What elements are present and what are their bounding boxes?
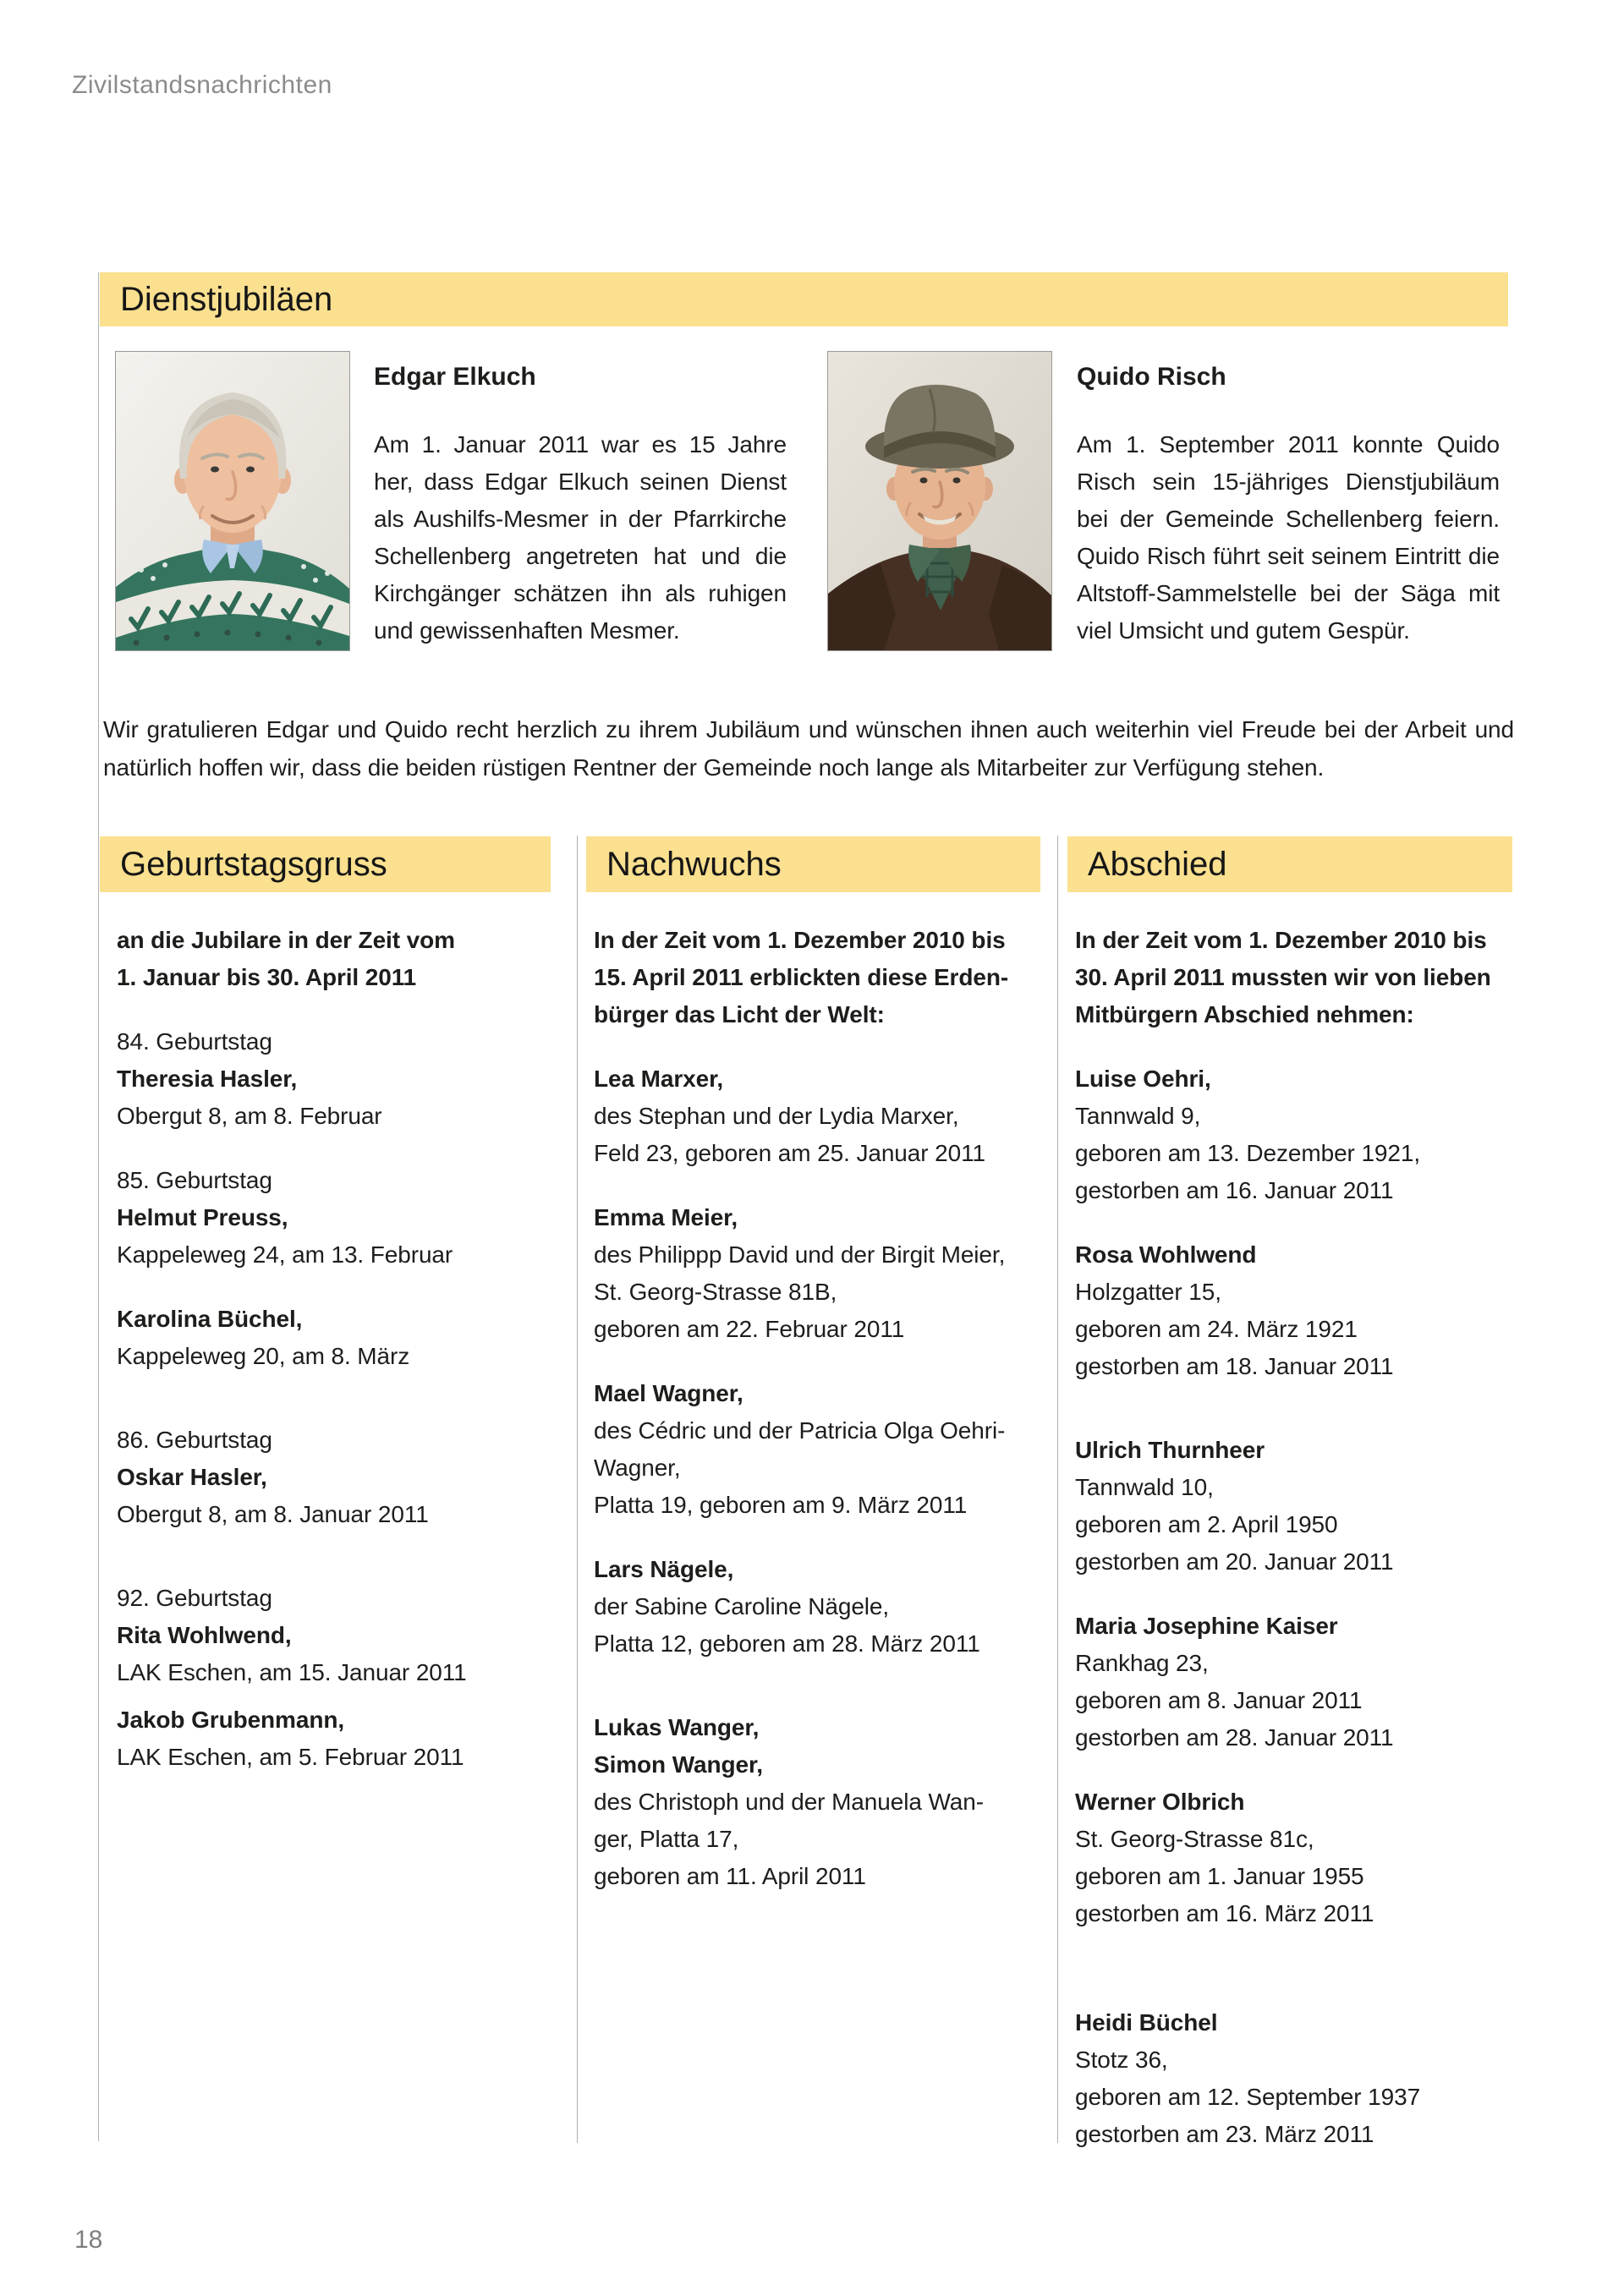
portrait-quido-risch-illustration bbox=[828, 352, 1051, 650]
entry-block bbox=[117, 1301, 544, 1375]
text-line: Ulrich Thurnheer bbox=[1075, 1437, 1265, 1463]
text-line: 86. Geburtstag bbox=[117, 1427, 272, 1453]
quido-risch-photo bbox=[827, 351, 1052, 651]
entry-block bbox=[117, 1580, 544, 1691]
section-title-dienstjubilaeen: Dienstjubiläen bbox=[120, 280, 333, 318]
text-line: geboren am 1. Januar 1955 bbox=[1075, 1863, 1364, 1889]
column-nachwuchs bbox=[594, 922, 1051, 1895]
text-line: gestorben am 16. Januar 2011 bbox=[1075, 1177, 1394, 1203]
text-line: 92. Geburtstag bbox=[117, 1585, 272, 1611]
text-line: Theresia Hasler, bbox=[117, 1066, 298, 1092]
text-line: geboren am 12. September 1937 bbox=[1075, 2084, 1421, 2110]
text-line: Lea Marxer, bbox=[594, 1066, 723, 1092]
text-line: 15. April 2011 erblickten diese Erden- bbox=[594, 964, 1009, 990]
entry-block bbox=[594, 922, 1051, 1033]
nachwuchs-header-bar bbox=[586, 836, 1040, 892]
text-line: des Philippp David und der Birgit Meier, bbox=[594, 1241, 1006, 1268]
person-name-edgar: Edgar Elkuch bbox=[374, 363, 536, 391]
text-line: St. Georg-Strasse 81c, bbox=[1075, 1826, 1314, 1852]
entry-block bbox=[594, 1375, 1051, 1524]
portrait-edgar-elkuch-illustration bbox=[116, 352, 349, 650]
section-title-nachwuchs: Nachwuchs bbox=[606, 845, 782, 883]
text-line: Karolina Büchel, bbox=[117, 1306, 303, 1332]
closing-paragraph: Wir gratulieren Edgar und Quido recht herzlich zu ihrem Jubiläum und wünschen ihnen auch weiterhin viel Freude bei der Arbeit und natürlich hoffen wir, dass die beiden rüstigen Rentner der Gemeinde noch lange als Mitarbeiter zur Verfügung stehen. bbox=[103, 716, 1514, 781]
entry-block bbox=[117, 922, 544, 996]
text-line: ger, Platta 17, bbox=[594, 1826, 739, 1852]
text-line: gestorben am 23. März 2011 bbox=[1075, 2121, 1374, 2147]
column-geburtstagsgruss bbox=[117, 922, 544, 1776]
text-line: des Stephan und der Lydia Marxer, bbox=[594, 1103, 959, 1129]
entry-block bbox=[594, 1199, 1051, 1348]
text-line: Helmut Preuss, bbox=[117, 1204, 288, 1230]
edgar-elkuch-text bbox=[374, 359, 787, 649]
geburtstagsgruss-header-bar bbox=[100, 836, 551, 892]
text-line: Rita Wohlwend, bbox=[117, 1622, 292, 1648]
entry-block bbox=[1075, 1060, 1511, 1209]
text-line: Tannwald 9, bbox=[1075, 1103, 1201, 1129]
entry-block bbox=[117, 1162, 544, 1274]
entry-block bbox=[1075, 1236, 1511, 1385]
entry-block bbox=[594, 1551, 1051, 1663]
text-line: Stotz 36, bbox=[1075, 2047, 1168, 2073]
text-line: LAK Eschen, am 5. Februar 2011 bbox=[117, 1744, 464, 1770]
text-line: Simon Wanger, bbox=[594, 1751, 763, 1778]
text-line: 84. Geburtstag bbox=[117, 1028, 272, 1055]
text-line: Platta 12, geboren am 28. März 2011 bbox=[594, 1630, 980, 1657]
column-separator-1 bbox=[577, 836, 578, 2143]
text-line: 1. Januar bis 30. April 2011 bbox=[117, 964, 417, 990]
entry-block bbox=[1075, 922, 1511, 1033]
text-line: Wagner, bbox=[594, 1455, 681, 1481]
entry-block bbox=[1075, 1784, 1511, 1932]
entry-block bbox=[594, 1060, 1051, 1172]
edgar-elkuch-photo bbox=[115, 351, 350, 651]
text-line: Emma Meier, bbox=[594, 1204, 738, 1230]
text-line: 30. April 2011 mussten wir von lieben bbox=[1075, 964, 1491, 990]
text-line: Feld 23, geboren am 25. Januar 2011 bbox=[594, 1140, 985, 1166]
text-line: Kappeleweg 24, am 13. Februar bbox=[117, 1241, 453, 1268]
text-line: gestorben am 16. März 2011 bbox=[1075, 1900, 1374, 1926]
text-line: geboren am 24. März 1921 bbox=[1075, 1316, 1358, 1342]
page-number: 18 bbox=[74, 2226, 103, 2254]
left-margin-rule bbox=[98, 272, 99, 2141]
text-line: Werner Olbrich bbox=[1075, 1789, 1245, 1815]
text-line: Obergut 8, am 8. Februar bbox=[117, 1103, 382, 1129]
abschied-header-bar bbox=[1067, 836, 1512, 892]
dienstjubilaeen-header-bar bbox=[100, 272, 1508, 326]
entry-block bbox=[117, 1701, 544, 1776]
text-line: Maria Josephine Kaiser bbox=[1075, 1613, 1338, 1639]
person-bio-edgar: Am 1. Januar 2011 war es 15 Jahre her, dass Edgar Elkuch seinen Dienst als Aushilfs-Mesmer in der Pfarrkirche Schellenberg angetreten hat und die Kirchgänger schätzen ihn als ruhigen und gewissenhaften Mesmer. bbox=[374, 431, 787, 644]
text-line: geboren am 8. Januar 2011 bbox=[1075, 1687, 1363, 1713]
text-line: Jakob Grubenmann, bbox=[117, 1707, 345, 1733]
text-line: bürger das Licht der Welt: bbox=[594, 1001, 885, 1027]
text-line: gestorben am 28. Januar 2011 bbox=[1075, 1724, 1394, 1751]
section-title-geburtstagsgruss: Geburtstagsgruss bbox=[120, 845, 387, 883]
text-line: der Sabine Caroline Nägele, bbox=[594, 1593, 890, 1619]
text-line: Kappeleweg 20, am 8. März bbox=[117, 1343, 410, 1369]
text-line: St. Georg-Strasse 81B, bbox=[594, 1279, 837, 1305]
text-line: LAK Eschen, am 15. Januar 2011 bbox=[117, 1659, 467, 1685]
entry-block bbox=[594, 1709, 1051, 1895]
section-title-abschied: Abschied bbox=[1088, 845, 1227, 883]
person-name-quido: Quido Risch bbox=[1077, 363, 1226, 391]
text-line: Rankhag 23, bbox=[1075, 1650, 1209, 1676]
entry-block bbox=[117, 1023, 544, 1135]
text-line: gestorben am 18. Januar 2011 bbox=[1075, 1353, 1394, 1379]
text-line: Obergut 8, am 8. Januar 2011 bbox=[117, 1501, 429, 1527]
text-line: des Christoph und der Manuela Wan- bbox=[594, 1789, 984, 1815]
text-line: Rosa Wohlwend bbox=[1075, 1241, 1257, 1268]
text-line: Luise Oehri, bbox=[1075, 1066, 1211, 1092]
quido-risch-text bbox=[1077, 359, 1500, 649]
text-line: Holzgatter 15, bbox=[1075, 1279, 1221, 1305]
text-line: Lars Nägele, bbox=[594, 1556, 734, 1582]
text-line: des Cédric und der Patricia Olga Oehri- bbox=[594, 1417, 1006, 1444]
entry-block bbox=[1075, 1432, 1511, 1581]
text-line: an die Jubilare in der Zeit vom bbox=[117, 927, 455, 953]
text-line: 85. Geburtstag bbox=[117, 1167, 272, 1193]
column-separator-2 bbox=[1057, 836, 1058, 2143]
text-line: Tannwald 10, bbox=[1075, 1474, 1214, 1500]
text-line: geboren am 13. Dezember 1921, bbox=[1075, 1140, 1421, 1166]
text-line: Heidi Büchel bbox=[1075, 2009, 1218, 2036]
text-line: gestorben am 20. Januar 2011 bbox=[1075, 1548, 1394, 1575]
entry-block bbox=[1075, 1608, 1511, 1756]
text-line: geboren am 2. April 1950 bbox=[1075, 1511, 1338, 1537]
page-header-label: Zivilstandsnachrichten bbox=[72, 71, 332, 99]
text-line: In der Zeit vom 1. Dezember 2010 bis bbox=[1075, 927, 1487, 953]
text-line: Platta 19, geboren am 9. März 2011 bbox=[594, 1492, 968, 1518]
text-line: Mitbürgern Abschied nehmen: bbox=[1075, 1001, 1414, 1027]
column-abschied bbox=[1075, 922, 1511, 2153]
entry-block bbox=[117, 1422, 544, 1533]
text-line: Lukas Wanger, bbox=[594, 1714, 760, 1740]
text-line: geboren am 11. April 2011 bbox=[594, 1863, 866, 1889]
text-line: Oskar Hasler, bbox=[117, 1464, 267, 1490]
person-bio-quido: Am 1. September 2011 konnte Quido Risch sein 15-jähriges Dienstjubiläum bei der Gemeinde Schellenberg feiern. Quido Risch führt seit seinem Eintritt die Altstoff-Sammelstelle bei der Säga mit viel Umsicht und gutem Gespür. bbox=[1077, 431, 1500, 644]
text-line: geboren am 22. Februar 2011 bbox=[594, 1316, 905, 1342]
text-line: In der Zeit vom 1. Dezember 2010 bis bbox=[594, 927, 1006, 953]
text-line: Mael Wagner, bbox=[594, 1380, 743, 1406]
entry-block bbox=[1075, 2004, 1511, 2153]
